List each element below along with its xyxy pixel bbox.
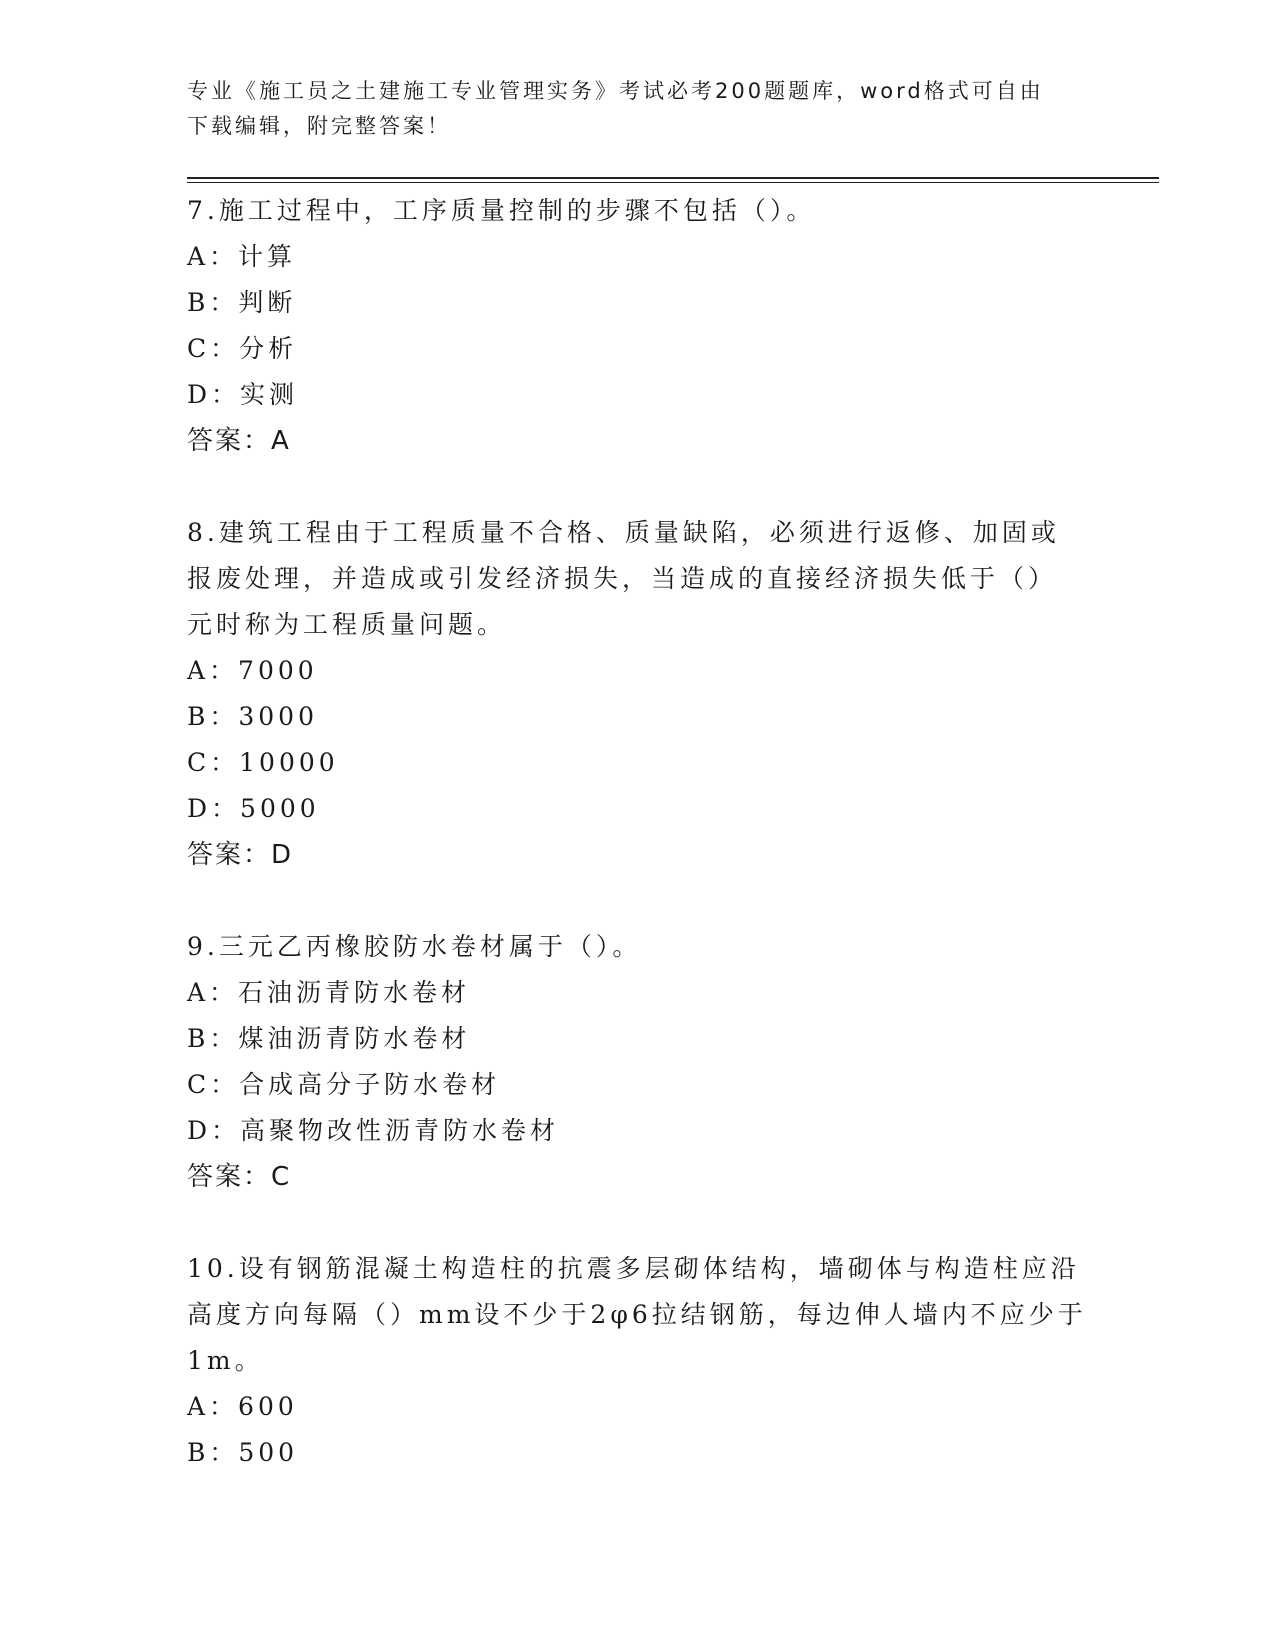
question-9: [187, 924, 1087, 1200]
option-a: A：7000: [187, 656, 318, 685]
question-stem: 9.三元乙丙橡胶防水卷材属于（）。: [187, 932, 642, 961]
option-b: B：判断: [187, 288, 297, 317]
question-stem: 高度方向每隔（）mm设不少于2φ6拉结钢筋，每边伸人墙内不应少于: [187, 1300, 1087, 1329]
answer-label: 答案：D: [187, 840, 294, 870]
question-stem: 元时称为工程质量问题。: [187, 610, 507, 639]
option-d: D：高聚物改性沥青防水卷材: [187, 1116, 560, 1145]
header-line-2: 下载编辑，附完整答案！: [187, 114, 451, 138]
option-a: A：石油沥青防水卷材: [187, 978, 471, 1007]
header-divider-thin: [187, 182, 1159, 183]
option-b: B：煤油沥青防水卷材: [187, 1024, 471, 1053]
answer-label: 答案：A: [187, 426, 291, 456]
answer-label: 答案：C: [187, 1162, 292, 1192]
question-7: [187, 188, 1087, 464]
question-8: [187, 510, 1087, 878]
document-header: [187, 74, 1087, 144]
question-10: [187, 1246, 1087, 1476]
question-stem: 1m。: [187, 1346, 264, 1375]
header-line-1: 专业《施工员之土建施工专业管理实务》考试必考200题题库，word格式可自由: [187, 79, 1044, 103]
option-c: C：分析: [187, 334, 298, 363]
option-a: A：计算: [187, 242, 297, 271]
header-divider-thick: [187, 177, 1159, 179]
question-stem: 10.设有钢筋混凝土构造柱的抗震多层砌体结构，墙砌体与构造柱应沿: [187, 1254, 1080, 1283]
option-b: B：500: [187, 1438, 299, 1467]
option-c: C：10000: [187, 748, 339, 777]
option-b: B：3000: [187, 702, 318, 731]
option-c: C：合成高分子防水卷材: [187, 1070, 501, 1099]
question-stem: 8.建筑工程由于工程质量不合格、质量缺陷，必须进行返修、加固或: [187, 518, 1060, 547]
question-stem: 7.施工过程中，工序质量控制的步骤不包括（）。: [187, 196, 816, 225]
question-stem: 报废处理，并造成或引发经济损失，当造成的直接经济损失低于（）: [187, 564, 1058, 593]
question-list: [187, 188, 1087, 1476]
option-d: D：5000: [187, 794, 320, 823]
option-a: A：600: [187, 1392, 298, 1421]
option-d: D：实测: [187, 380, 299, 409]
